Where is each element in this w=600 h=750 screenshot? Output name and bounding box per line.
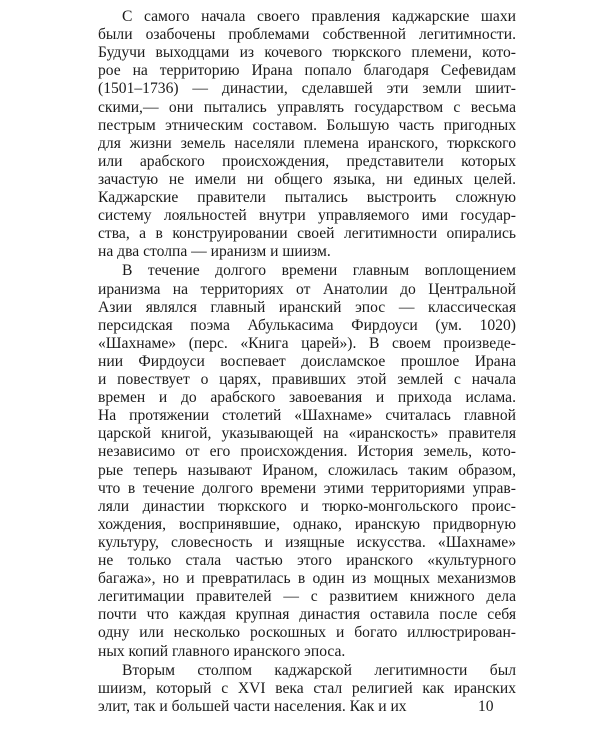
- text-line: Азии являлся главный иранский эпос — классическая: [98, 298, 516, 316]
- text-line: персидская поэма Абулькасима Фирдоуси (ум. 1020): [98, 316, 516, 334]
- text-line: независимо от его происхождения. История земель, кото-: [98, 443, 516, 461]
- text-line: или арабского происхождения, представители которых: [98, 152, 516, 170]
- text-line: ляли династии тюркского и тюрко-монгольского проис-: [98, 497, 516, 515]
- text-line: систему лояльностей внутри управляемого ими государ-: [98, 207, 516, 225]
- text-line: скими,— они пытались управлять государством с весьма: [98, 98, 516, 116]
- text-line: для жизни земель населяли племена иранского, тюркского: [98, 134, 516, 152]
- text-line: иранизма на территориях от Анатолии до Центральной: [98, 280, 516, 298]
- text-line: В течение долгого времени главным воплощением: [122, 262, 516, 280]
- text-line: ства, а в конструировании своей легитимности опирались: [98, 225, 516, 243]
- text-line: не только стала частью этого иранского «культурного: [98, 552, 516, 569]
- text-line: Каджарские правители пытались выстроить сложную: [98, 189, 516, 206]
- text-line: и повествует о царях, правивших этой землей с начала: [98, 371, 516, 388]
- text-line: хождения, воспринявшие, однако, иранскую придворную: [98, 515, 516, 533]
- text-line: (1501–1736) — династии, сделавшей эти земли шиит-: [98, 80, 516, 98]
- text-line: рые теперь называют Ираном, сложилась таким образом,: [98, 461, 516, 479]
- text-line: легитимации правителей — с развитием книжного дела: [98, 588, 516, 606]
- text-line: ных копий главного иранского эпоса.: [98, 642, 346, 660]
- text-line: С самого начала своего правления каджарские шахи: [122, 8, 516, 25]
- text-line: были озабочены проблемами собственной легитимности.: [98, 26, 516, 44]
- text-line: на два столпа — иранизм и шиизм.: [98, 243, 331, 261]
- text-line: шиизм, который с XVI века стал религией как иранских: [98, 679, 516, 697]
- text-line: «Шахнаме» (перс. «Книга царей»). В своем произведе-: [98, 334, 516, 352]
- text-line: почти что каждая крупная династия оставила после себя: [98, 606, 516, 624]
- text-line: На протяжении столетий «Шахнаме» считалась главной: [98, 407, 516, 425]
- text-line: одну или несколько роскошных и богато иллюстрирован-: [98, 624, 516, 642]
- text-line: элит, так и большей части населения. Как и их: [98, 697, 407, 715]
- text-line: багажа», но и превратилась в один из мощных механизмов: [98, 570, 516, 588]
- text-line: пестрым этническим составом. Большую часть пригодных: [98, 116, 516, 134]
- text-line: царской книгой, указывающей на «иранскость» правителя: [98, 425, 516, 443]
- page-number: 10: [478, 697, 494, 715]
- text-line: культуру, словесность и изящные искусства. «Шахнаме»: [98, 533, 516, 551]
- text-line: что в течение долгого времени этими территориями управ-: [98, 479, 516, 497]
- text-line: времен и до арабского завоевания и прихода ислама.: [98, 389, 516, 407]
- text-line: Будучи выходцами из кочевого тюркского племени, кото-: [98, 44, 516, 62]
- text-line: рое на территорию Ирана попало благодаря Сефевидам: [98, 62, 516, 80]
- text-line: нии Фирдоуси воспевает доисламское прошлое Ирана: [98, 352, 516, 370]
- text-line: зачастую не имели ни общего языка, ни единых целей.: [98, 170, 516, 188]
- text-line: Вторым столпом каджарской легитимности был: [122, 661, 516, 679]
